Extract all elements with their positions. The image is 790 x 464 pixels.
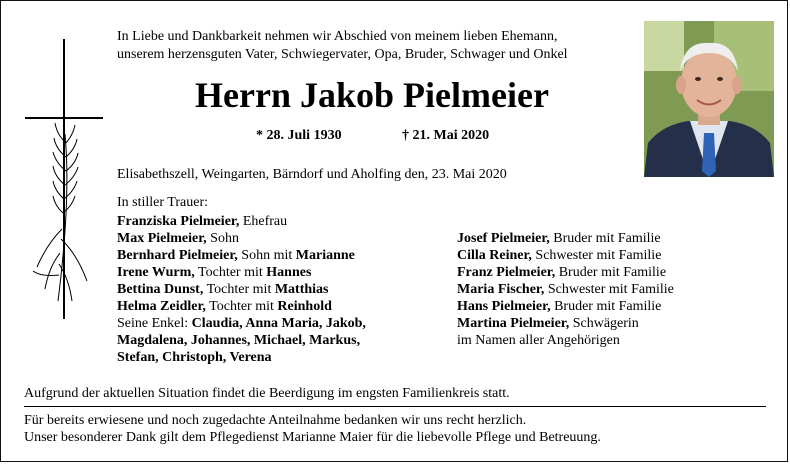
grandchildren-label: Seine Enkel: [117,316,192,331]
divider [24,406,766,407]
mourner-role: Tochter mit [203,282,275,297]
mourner-row [457,230,757,247]
mourner-row [457,264,757,281]
mourner-name: Hans Pielmeier, [457,299,551,314]
mourner-row [117,281,437,298]
mourner-partner: Hannes [266,265,312,280]
grandchildren-row [117,315,437,332]
mourner-name: Max Pielmeier, [117,231,207,246]
mourner-role: Schwester mit Familie [544,282,674,297]
death-date: † 21. Mai 2020 [402,128,490,143]
mourners-left-column [117,213,437,366]
mourner-name: Franziska Pielmeier, [117,214,240,229]
mourner-role: Schwester mit Familie [531,248,662,263]
mourner-row [117,247,437,264]
thanks-text [24,412,601,446]
mourner-role: Bruder mit Familie [555,265,667,280]
mourner-name: Irene Wurm, [117,265,195,280]
mourner-role: Tochter mit [205,299,278,314]
mourner-name: Franz Pielmeier, [457,265,556,280]
mourner-row [457,298,757,315]
mourner-partner: Reinhold [277,299,332,314]
portrait-photo [644,21,774,177]
mourner-role: Ehefrau [239,214,288,229]
intro-line: unserem herzensguten Vater, Schwiegervater, Opa, Bruder, Schwager und Onkel [117,47,568,62]
mourner-role: Bruder mit Familie [549,231,661,246]
mourner-name: Helma Zeidler, [117,299,206,314]
cross-with-wheat-icon [25,39,107,321]
mourners-right-column [457,230,757,349]
funeral-notice: Aufgrund der aktuellen Situation findet die Beerdigung im engsten Familienkreis statt. [24,386,510,401]
mourner-partner: Marianne [295,248,355,263]
mourner-role: Tochter mit [194,265,267,280]
mourner-name: Martina Pielmeier, [457,316,570,331]
mourner-row [117,213,437,230]
grandchildren-names: Claudia, Anna Maria, Jakob, [191,316,366,331]
mourner-row [117,298,437,315]
mourner-row [117,230,437,247]
mourner-row [117,264,437,281]
mourner-name: Bernhard Pielmeier, [117,248,238,263]
grandchildren-row: Magdalena, Johannes, Michael, Markus, [117,333,361,348]
all-relatives-line: im Namen aller Angehörigen [457,333,620,348]
mourning-label: In stiller Trauer: [117,195,208,210]
mourner-name: Josef Pielmeier, [457,231,550,246]
mourner-row [457,247,757,264]
intro-text [117,28,627,64]
intro-line: In Liebe und Dankbarkeit nehmen wir Abschied von meinem lieben Ehemann, [117,29,558,44]
thanks-line: Unser besonderer Dank gilt dem Pflegedienst Marianne Maier für die liebevolle Pflege und Betreuung. [24,430,601,445]
mourner-role: Bruder mit Familie [550,299,662,314]
birth-date: * 28. Juli 1930 [256,128,342,143]
mourner-row [457,315,757,332]
grandchildren-row: Stefan, Christoph, Verena [117,350,272,365]
mourner-name: Cilla Reiner, [457,248,532,263]
mourner-name: Maria Fischer, [457,282,545,297]
mourner-role: Sohn [206,231,239,246]
place-date-line: Elisabethszell, Weingarten, Bärndorf und Aholfing den, 23. Mai 2020 [117,167,507,182]
deceased-name: Herrn Jakob Pielmeier [195,75,549,115]
mourner-row [457,281,757,298]
mourner-partner: Matthias [274,282,329,297]
thanks-line: Für bereits erwiesene und noch zugedachte Anteilnahme bedanken wir uns recht herzlich. [24,413,527,428]
mourner-role: Sohn mit [237,248,296,263]
mourner-name: Bettina Dunst, [117,282,204,297]
mourner-role: Schwägerin [569,316,639,331]
